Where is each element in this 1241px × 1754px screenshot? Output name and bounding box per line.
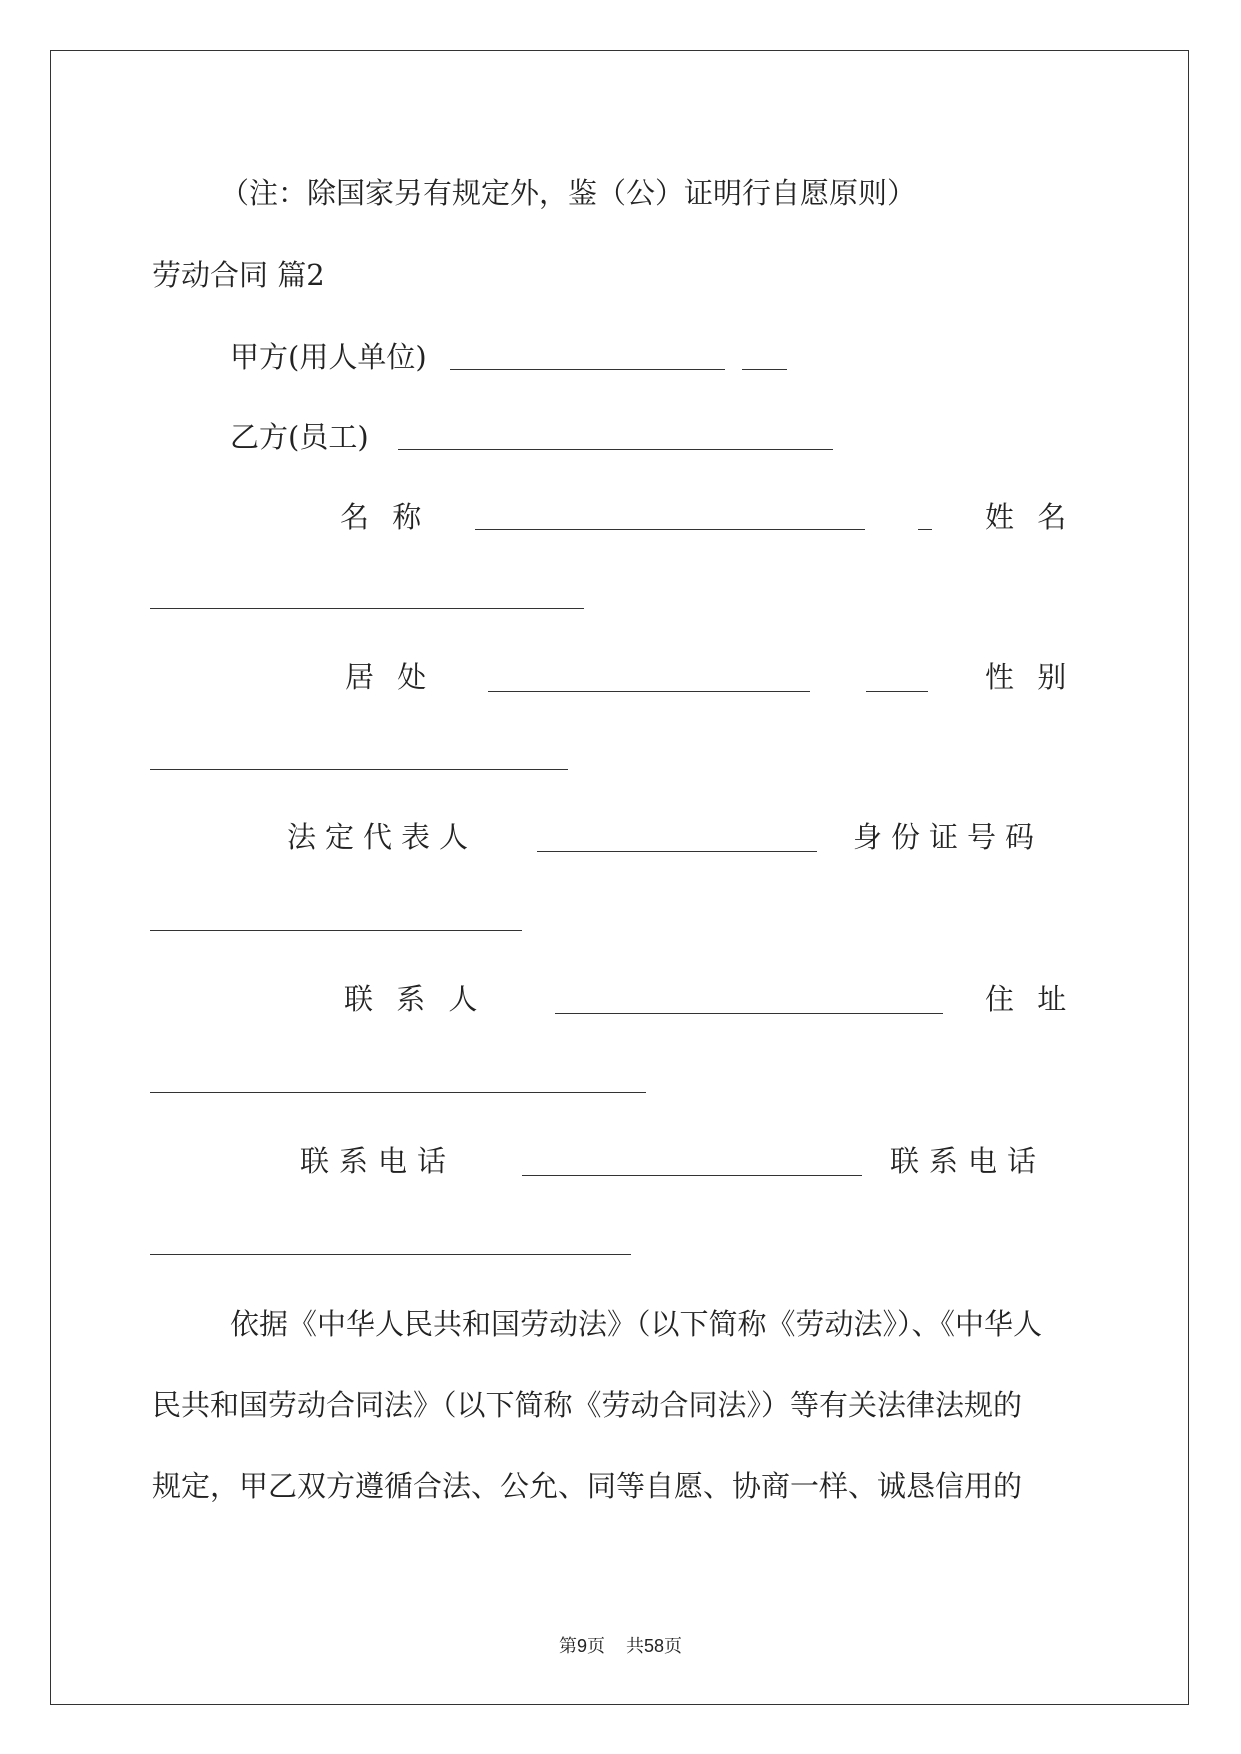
surname-label: 姓 名 xyxy=(985,500,1067,534)
contact-person-blank xyxy=(555,1013,943,1014)
gender-label: 性 别 xyxy=(985,660,1067,694)
residence-label: 居 处 xyxy=(345,660,427,694)
residence-blank-extra xyxy=(866,691,928,692)
residence-blank xyxy=(488,691,810,692)
legal-rep-label: 法定代表人 xyxy=(287,820,478,854)
party-a-label: 甲方(用人单位) xyxy=(230,340,427,374)
party-a-blank xyxy=(450,369,725,370)
address-blank xyxy=(150,1092,646,1093)
contact-person-label: 联 系 人 xyxy=(344,982,478,1016)
phone-label-b: 联系电话 xyxy=(890,1144,1047,1178)
surname-blank xyxy=(150,608,584,609)
legal-rep-blank xyxy=(537,851,817,852)
party-a-blank-extra xyxy=(742,369,787,370)
paragraph-line-2: 民共和国劳动合同法》（以下简称《劳动合同法》）等有关法律法规的 xyxy=(152,1388,1023,1422)
gender-blank xyxy=(150,769,568,770)
phone-blank-a xyxy=(522,1175,862,1176)
paragraph-line-3: 规定，甲乙双方遵循合法、公允、同等自愿、协商一样、诚恳信用的 xyxy=(152,1469,1023,1503)
note-text: （注：除国家另有规定外，鉴（公）证明行自愿原则） xyxy=(220,176,917,210)
id-number-blank xyxy=(150,930,522,931)
paragraph-line-1: 依据《中华人民共和国劳动法》（以下简称《劳动法》）、《中华人 xyxy=(230,1307,1043,1341)
name-blank xyxy=(475,529,865,530)
address-label: 住 址 xyxy=(985,982,1067,1016)
page-footer xyxy=(0,1632,1241,1658)
name-label: 名 称 xyxy=(340,500,422,534)
id-number-label: 身份证号码 xyxy=(853,820,1044,854)
party-b-label: 乙方(员工) xyxy=(230,420,369,454)
phone-blank-b xyxy=(150,1254,631,1255)
name-blank-extra xyxy=(918,529,932,530)
party-b-blank xyxy=(398,449,833,450)
page-total: 共58页 xyxy=(626,1636,683,1656)
page-number: 第9页 xyxy=(558,1636,605,1656)
phone-label-a: 联系电话 xyxy=(300,1144,457,1178)
page-border xyxy=(50,50,1189,1705)
section-title: 劳动合同 篇2 xyxy=(152,258,325,292)
